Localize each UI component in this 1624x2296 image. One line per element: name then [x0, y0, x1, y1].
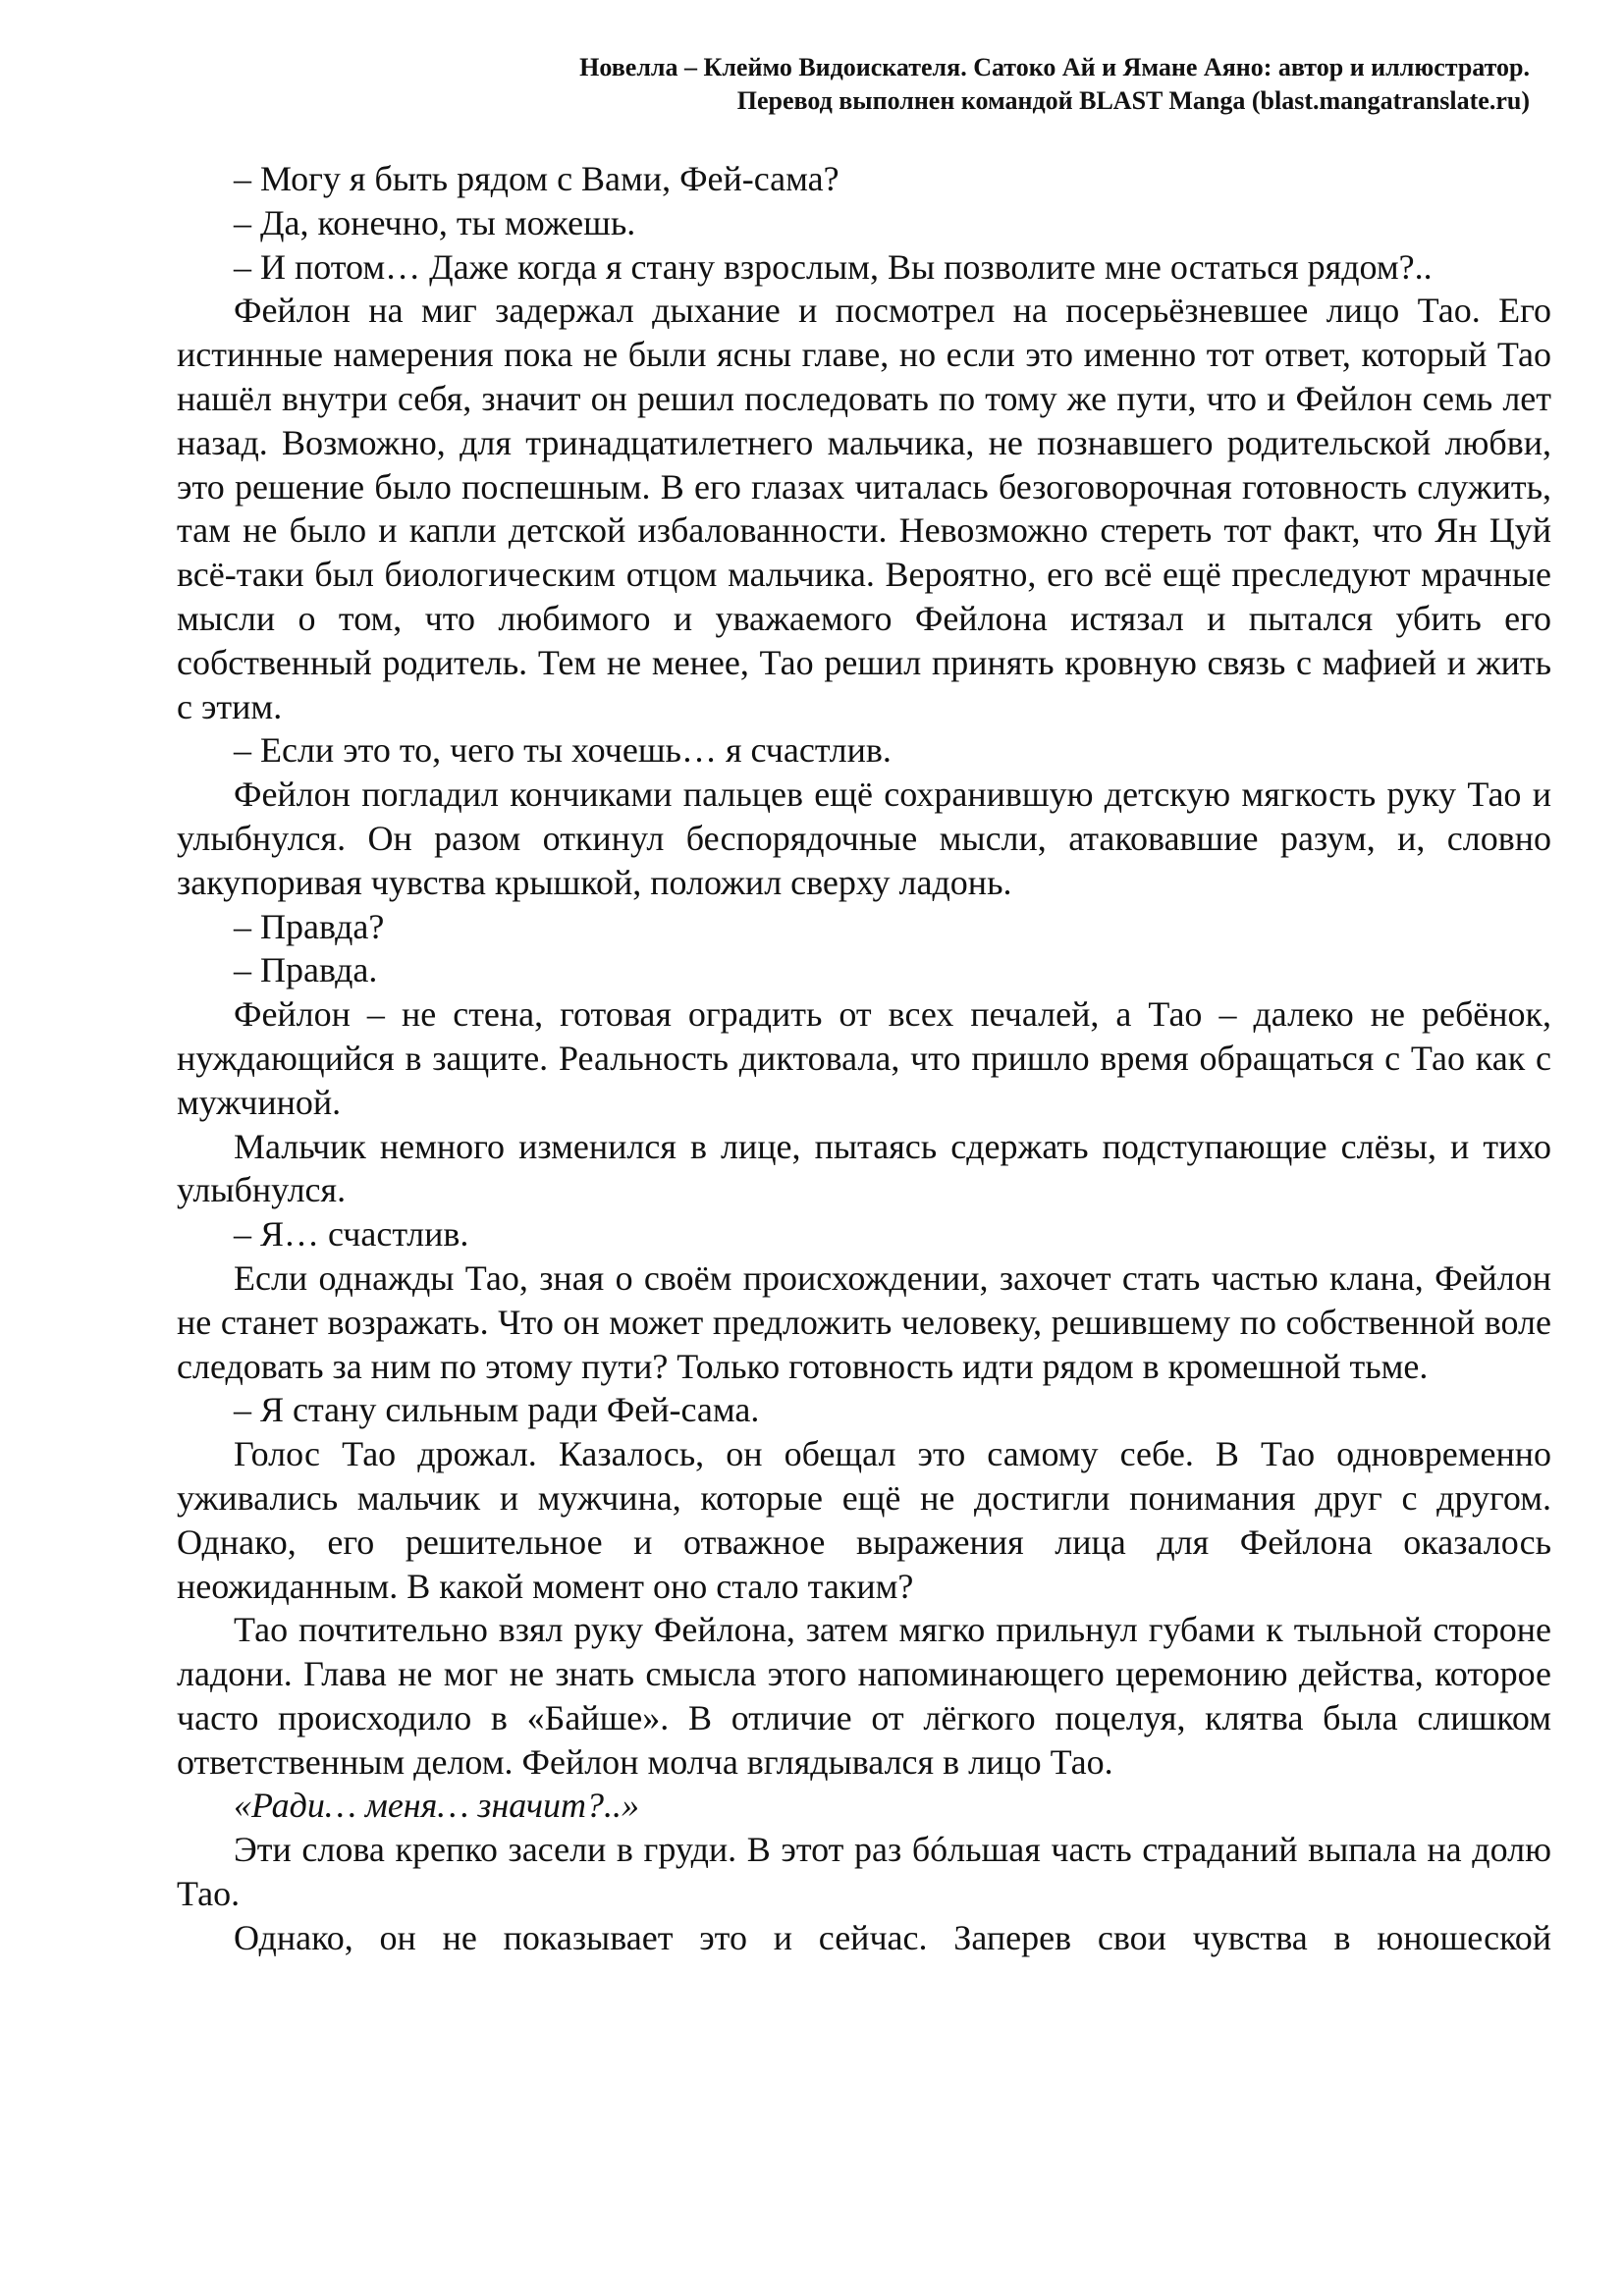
paragraph: – Да, конечно, ты можешь.: [234, 202, 636, 242]
header-credits-line: Перевод выполнен командой BLAST Manga (blast.mangatranslate.ru): [736, 86, 1530, 115]
paragraph: Если однажды Тао, зная о своём происхождении, захочет стать частью клана, Фейлон не станет возражать. Что он может предложить человеку, решившему по собственной воле следовать за ним по этому пути? Только готовность идти рядом в кромешной тьме.: [177, 1257, 1551, 1386]
paragraph: – Я… счастлив.: [234, 1214, 469, 1255]
paragraph: Голос Тао дрожал. Казалось, он обещал это самому себе. В Тао одновременно уживались мальчик и мужчина, которые ещё не достигли понимания друг с другом. Однако, его решительное и отважное выражения лица для Фейлона оказалось неожиданным. В какой момент оно стало таким?: [177, 1434, 1551, 1606]
paragraph: Фейлон погладил кончиками пальцев ещё сохранившую детскую мягкость руку Тао и улыбнулся. Он разом откинул беспорядочные мысли, атаковавшие разум, и, словно закупоривая чувства крышкой, положил сверху ладонь.: [177, 774, 1551, 902]
paragraph: Мальчик немного изменился в лице, пытаясь сдержать подступающие слёзы, и тихо улыбнулся.: [177, 1126, 1551, 1210]
body-text: [177, 157, 1551, 1960]
paragraph: – И потом… Даже когда я стану взрослым, Вы позволите мне остаться рядом?..: [234, 246, 1433, 287]
paragraph: – Правда.: [234, 950, 378, 990]
italic-thought: «Ради… меня… значит?..»: [234, 1786, 639, 1826]
paragraph: – Если это то, чего ты хочешь… я счастлив.: [234, 730, 892, 771]
paragraph: – Я стану сильным ради Фей-сама.: [234, 1390, 760, 1430]
paragraph: – Могу я быть рядом с Вами, Фей-сама?: [234, 159, 839, 198]
paragraph: Фейлон на миг задержал дыхание и посмотрел на посерьёзневшее лицо Тао. Его истинные намерения пока не были ясны главе, но если это именно тот ответ, который Тао нашёл внутри себя, значит он решил последовать по тому же пути, что и Фейлон семь лет назад. Возможно, для тринадцатилетнего мальчика, не познавшего родительской любви, это решение было поспешным. В его глазах читалась безоговорочная готовность служить, там не было и капли детской избалованности. Невозможно стереть тот факт, что Ян Цуй всё-таки был биологическим отцом мальчика. Вероятно, его всё ещё преследуют мрачные мысли о том, что любимого и уважаемого Фейлона истязал и пытался убить его собственный родитель. Тем не менее, Тао решил принять кровную связь с мафией и жить с этим.: [177, 291, 1551, 726]
paragraph: Тао почтительно взял руку Фейлона, затем мягко прильнул губами к тыльной стороне ладони. Глава не мог не знать смысла этого напоминающего церемонию действа, которое часто происходило в «Байше». В отличие от лёгкого поцелуя, клятва была слишком ответственным делом. Фейлон молча вглядывался в лицо Тао.: [177, 1610, 1551, 1782]
page-header: [116, 51, 1530, 118]
header-title-line: Новелла – Клеймо Видоискателя. Сатоко Ай и Ямане Аяно: автор и иллюстратор.: [579, 53, 1530, 81]
paragraph: Фейлон – не стена, готовая оградить от всех печалей, а Тао – далеко не ребёнок, нуждающийся в защите. Реальность диктовала, что пришло время обращаться с Тао как с мужчиной.: [177, 994, 1551, 1122]
paragraph: Однако, он не показывает это и сейчас. Заперев свои чувства в юношеской: [234, 1917, 1551, 1957]
paragraph: – Правда?: [234, 906, 385, 946]
paragraph: Эти слова крепко засели в груди. В этот раз бóльшая часть страданий выпала на долю Тао.: [177, 1830, 1551, 1914]
